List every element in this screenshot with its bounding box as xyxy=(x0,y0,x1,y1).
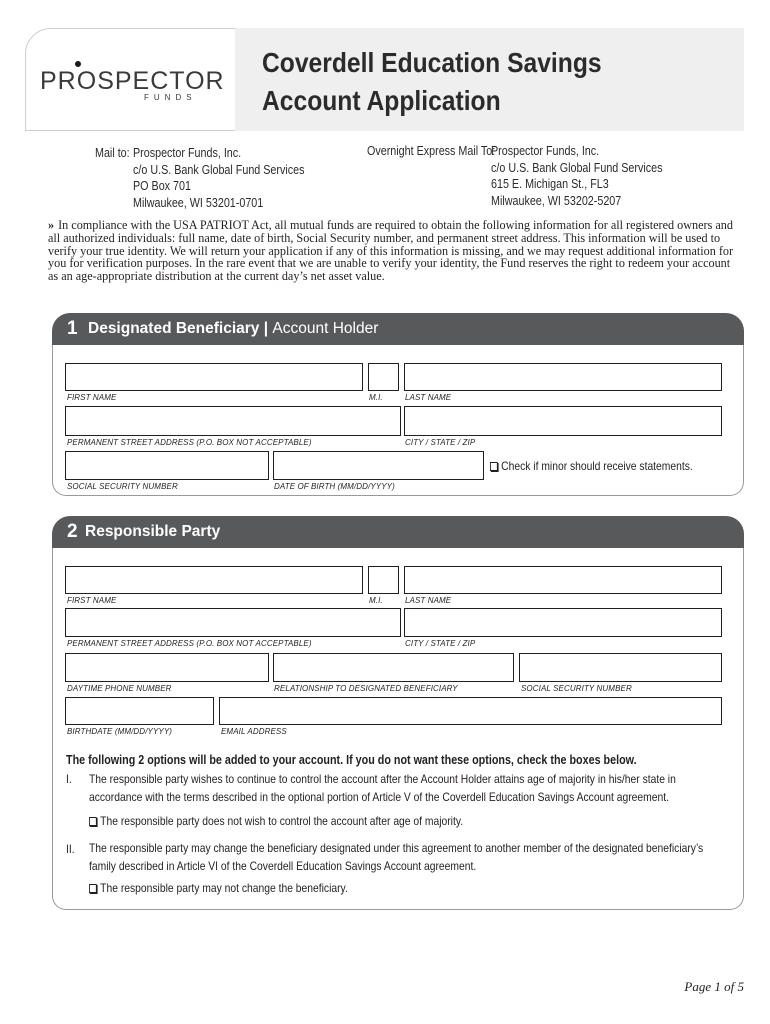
s2-birthdate-label: BIRTHDATE (MM/DD/YYYY) xyxy=(67,727,173,736)
overnight-address: Prospector Funds, Inc. c/o U.S. Bank Global Fund Services 615 E. Michigan St., FL3 Milwaukee, WI 53202-5207 xyxy=(491,144,663,208)
s1-last-name-label: LAST NAME xyxy=(405,393,452,402)
page-number: Page 1 of 5 xyxy=(684,979,744,994)
s1-mi-label: M.I. xyxy=(369,393,383,402)
s2-last-name-label: LAST NAME xyxy=(405,596,452,605)
option2-numeral: II. xyxy=(66,842,75,856)
s1-first-name-input[interactable] xyxy=(65,363,363,391)
s2-street-label: PERMANENT STREET ADDRESS (P.O. BOX NOT ACCEPTABLE) xyxy=(67,639,312,648)
section1-header xyxy=(52,313,744,345)
s1-city-label: CITY / STATE / ZIP xyxy=(405,438,476,447)
s2-phone-label: DAYTIME PHONE NUMBER xyxy=(67,684,172,693)
logo-dot-icon xyxy=(75,61,81,67)
s1-last-name-input[interactable] xyxy=(404,363,722,391)
section2-number: 2 xyxy=(67,521,78,542)
s2-birthdate-input[interactable] xyxy=(65,697,214,725)
s2-mi-label: M.I. xyxy=(369,596,383,605)
section1-title: Designated Beneficiary | Account Holder xyxy=(88,320,379,337)
s2-phone-input[interactable] xyxy=(65,653,269,682)
s1-ssn-input[interactable] xyxy=(65,451,269,480)
patriot-act-notice: » In compliance with the USA PATRIOT Act, all mutual funds are required to obtain the following information for all registered owners and all authorized individuals: full name, date of birth, Social Security number, and permanent street address. This information will be used to verify your true identity. We will return your application if any of this information is missing, and we may request additional information for you for verification purposes. In the rare event that we are unable to verify your identity, the Fund reserves the right to redeem your account as an age-appropriate distribution at the current day’s net asset value. xyxy=(48,218,734,284)
s1-ssn-label: SOCIAL SECURITY NUMBER xyxy=(67,482,178,491)
mail-to-address: Prospector Funds, Inc. c/o U.S. Bank Global Fund Services PO Box 701 Milwaukee, WI 53201-0701 xyxy=(133,146,305,210)
s2-mi-input[interactable] xyxy=(368,566,399,594)
s1-dob-input[interactable] xyxy=(273,451,484,480)
checkbox-icon[interactable] xyxy=(89,884,97,893)
option1-numeral: I. xyxy=(66,772,72,786)
options-heading: The following 2 options will be added to your account. If you do not want these options, check the boxes below. xyxy=(66,753,637,767)
s1-dob-label: DATE OF BIRTH (MM/DD/YYYY) xyxy=(274,482,395,491)
s2-ssn-label: SOCIAL SECURITY NUMBER xyxy=(521,684,632,693)
s1-first-name-label: FIRST NAME xyxy=(67,393,117,402)
s1-street-label: PERMANENT STREET ADDRESS (P.O. BOX NOT ACCEPTABLE) xyxy=(67,438,312,447)
logo-wordmark: PROSPECTOR xyxy=(40,67,225,95)
notice-arrow-icon: » xyxy=(48,218,55,232)
page-title: Coverdell Education Savings Account Application xyxy=(262,47,602,116)
s2-street-input[interactable] xyxy=(65,608,401,637)
s2-email-input[interactable] xyxy=(219,697,722,725)
s2-first-name-label: FIRST NAME xyxy=(67,596,117,605)
logo-subtitle: FUNDS xyxy=(144,93,197,102)
option1-text: The responsible party wishes to continue to control the account after the Account Holder attains age of majority in his/her state in accordance with the terms described in the optional portion of Article V of the Coverdell Education Savings Account agreement. xyxy=(89,772,676,804)
overnight-label: Overnight Express Mail To: xyxy=(367,144,496,158)
checkbox-icon[interactable] xyxy=(89,817,97,826)
s2-relationship-input[interactable] xyxy=(273,653,514,682)
option1-checkbox[interactable]: The responsible party does not wish to control the account after age of majority. xyxy=(89,814,463,828)
s2-city-input[interactable] xyxy=(404,608,722,637)
mail-to-label: Mail to: xyxy=(95,146,130,160)
s2-city-label: CITY / STATE / ZIP xyxy=(405,639,476,648)
s1-city-input[interactable] xyxy=(404,406,722,436)
s1-mi-input[interactable] xyxy=(368,363,399,391)
option2-text: The responsible party may change the beneficiary designated under this agreement to another member of the designated beneficiary’s family described in Article VI of the Coverdell Education Savings Account agreement. xyxy=(89,841,704,873)
section1-number: 1 xyxy=(67,318,78,339)
s2-first-name-input[interactable] xyxy=(65,566,363,594)
minor-statements-checkbox[interactable]: Check if minor should receive statements. xyxy=(490,459,693,473)
s1-street-input[interactable] xyxy=(65,406,401,436)
section2-header xyxy=(52,516,744,548)
option2-checkbox[interactable]: The responsible party may not change the beneficiary. xyxy=(89,881,348,895)
s2-email-label: EMAIL ADDRESS xyxy=(221,727,287,736)
checkbox-icon[interactable] xyxy=(490,462,498,471)
s2-ssn-input[interactable] xyxy=(519,653,722,682)
logo-panel xyxy=(25,28,245,131)
s2-last-name-input[interactable] xyxy=(404,566,722,594)
s2-relationship-label: RELATIONSHIP TO DESIGNATED BENEFICIARY xyxy=(274,684,458,693)
section2-title: Responsible Party xyxy=(85,523,221,540)
